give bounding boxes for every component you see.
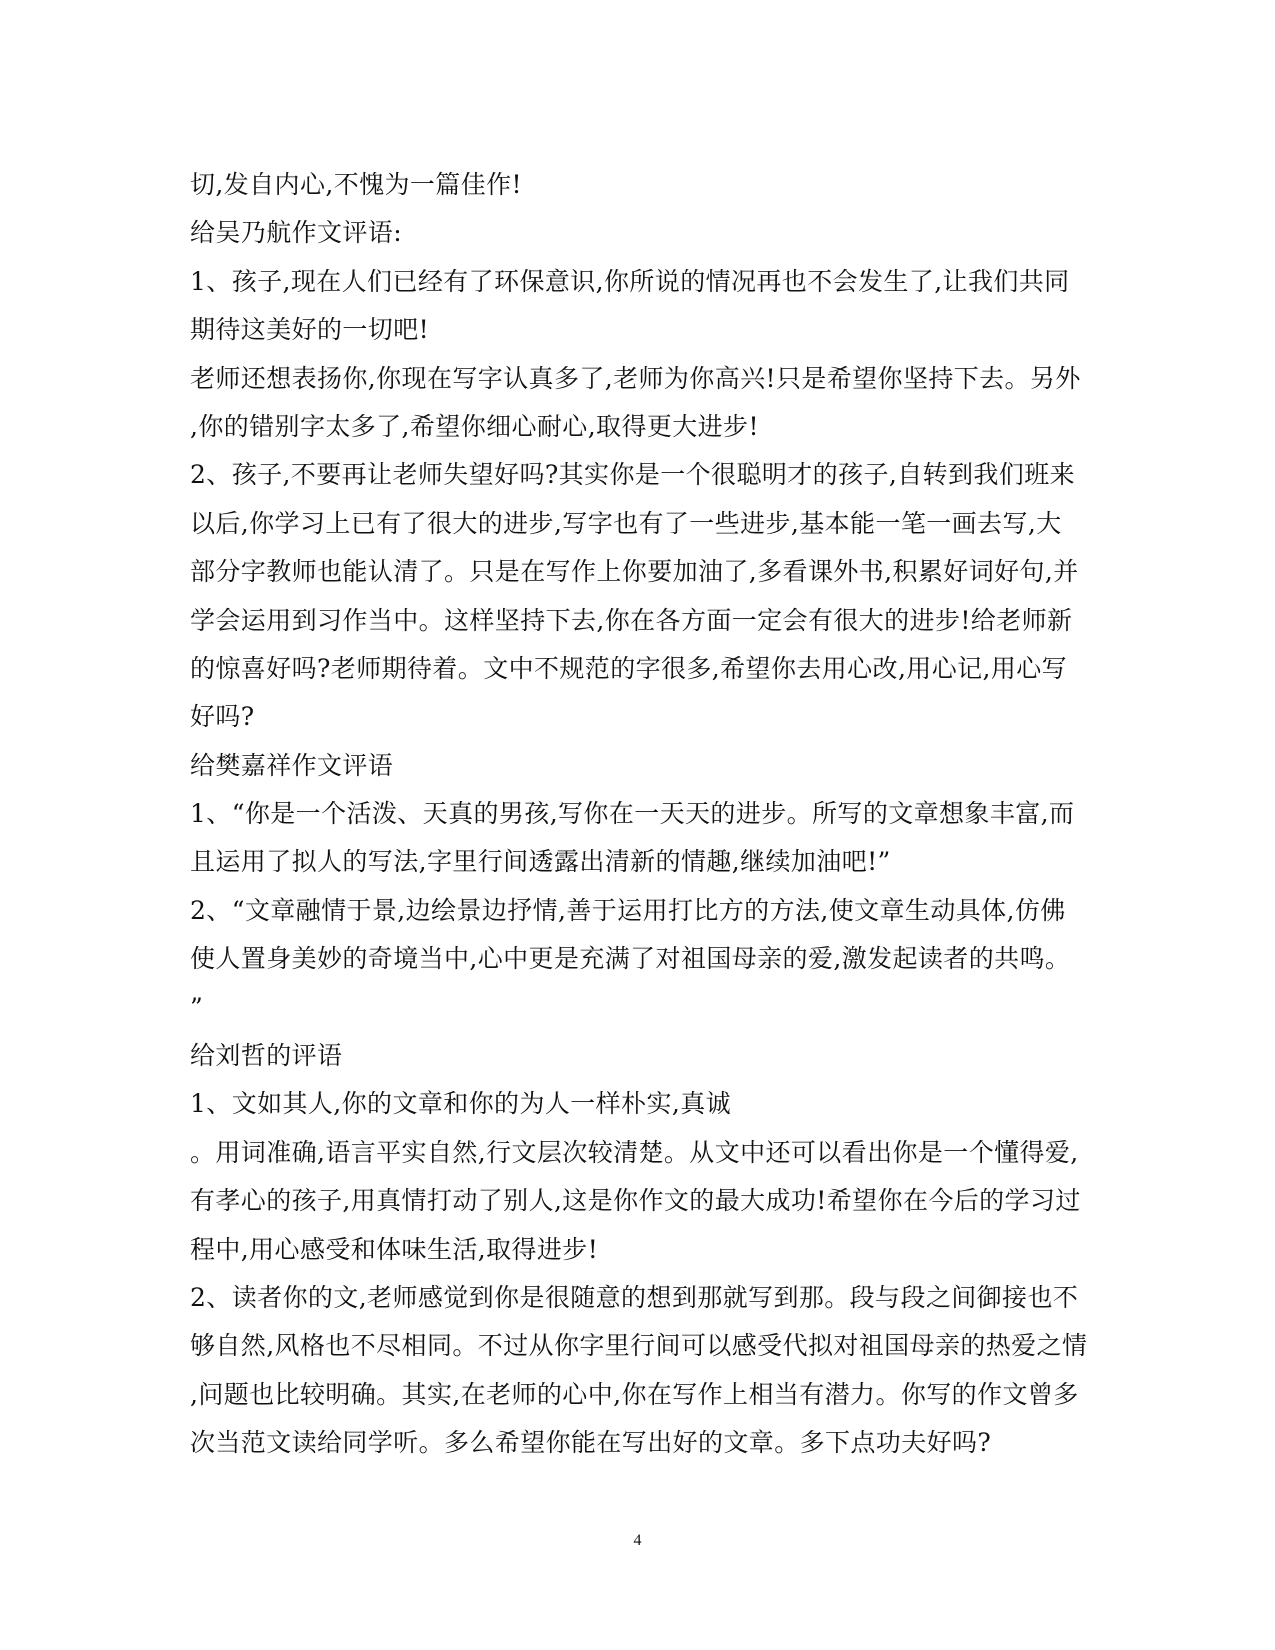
text-line: 部分字教师也能认清了。只是在写作上你要加油了,多看课外书,积累好词好句,并 <box>190 557 1079 587</box>
text-line: 2、“文章融情于景,边绘景边抒情,善于运用打比方的方法,使文章生动具体,仿佛 <box>190 895 1066 925</box>
text-line: 。用词准确,语言平实自然,行文层次较清楚。从文中还可以看出你是一个懂得爱, <box>190 1137 1079 1167</box>
text-line: 1、文如其人,你的文章和你的为人一样朴实,真诚 <box>190 1089 732 1119</box>
text-line: 有孝心的孩子,用真情打动了别人,这是你作文的最大成功!希望你在今后的学习过 <box>190 1186 1081 1216</box>
text-line: 期待这美好的一切吧! <box>190 315 430 345</box>
text-line: 的惊喜好吗?老师期待着。文中不规范的字很多,希望你去用心改,用心记,用心写 <box>190 653 1068 683</box>
text-line: 好吗? <box>190 702 255 732</box>
text-line: 老师还想表扬你,你现在写字认真多了,老师为你高兴!只是希望你坚持下去。另外 <box>190 363 1081 393</box>
section-heading: 给刘哲的评语 <box>190 1041 343 1071</box>
page-number: 4 <box>633 1532 642 1549</box>
text-line: 且运用了拟人的写法,字里行间透露出清新的情趣,继续加油吧!” <box>190 847 891 877</box>
document-body <box>190 161 1090 1468</box>
text-line: 2、读者你的文,老师感觉到你是很随意的想到那就写到那。段与段之间御接也不 <box>190 1282 1079 1312</box>
text-line: ,你的错别字太多了,希望你细心耐心,取得更大进步! <box>190 411 759 441</box>
text-line: 1、孩子,现在人们已经有了环保意识,你所说的情况再也不会发生了,让我们共同 <box>190 266 1070 296</box>
text-line: ” <box>190 992 204 1022</box>
section-heading: 给吴乃航作文评语: <box>190 218 403 248</box>
text-line: 学会运用到习作当中。这样坚持下去,你在各方面一定会有很大的进步!给老师新 <box>190 605 1073 635</box>
text-line: 切,发自内心,不愧为一篇佳作! <box>190 170 522 199</box>
text-line: 够自然,风格也不尽相同。不过从你字里行间可以感受代拟对祖国母亲的热爱之情 <box>190 1331 1088 1361</box>
text-line: ,问题也比较明确。其实,在老师的心中,你在写作上相当有潜力。你写的作文曾多 <box>190 1379 1079 1409</box>
text-line: 以后,你学习上已有了很大的进步,写字也有了一些进步,基本能一笔一画去写,大 <box>190 508 1062 538</box>
text-line: 次当范文读给同学听。多么希望你能在写出好的文章。多下点功夫好吗? <box>190 1428 992 1458</box>
text-line: 使人置身美妙的奇境当中,心中更是充满了对祖国母亲的爱,激发起读者的共鸣。 <box>190 944 1071 974</box>
text-line: 程中,用心感受和体味生活,取得进步! <box>190 1234 599 1264</box>
section-heading: 给樊嘉祥作文评语 <box>190 750 394 780</box>
text-line: 2、孩子,不要再让老师失望好吗?其实你是一个很聪明才的孩子,自转到我们班来 <box>190 460 1076 490</box>
text-line: 1、“你是一个活泼、天真的男孩,写你在一天天的进步。所写的文章想象丰富,而 <box>190 799 1075 829</box>
